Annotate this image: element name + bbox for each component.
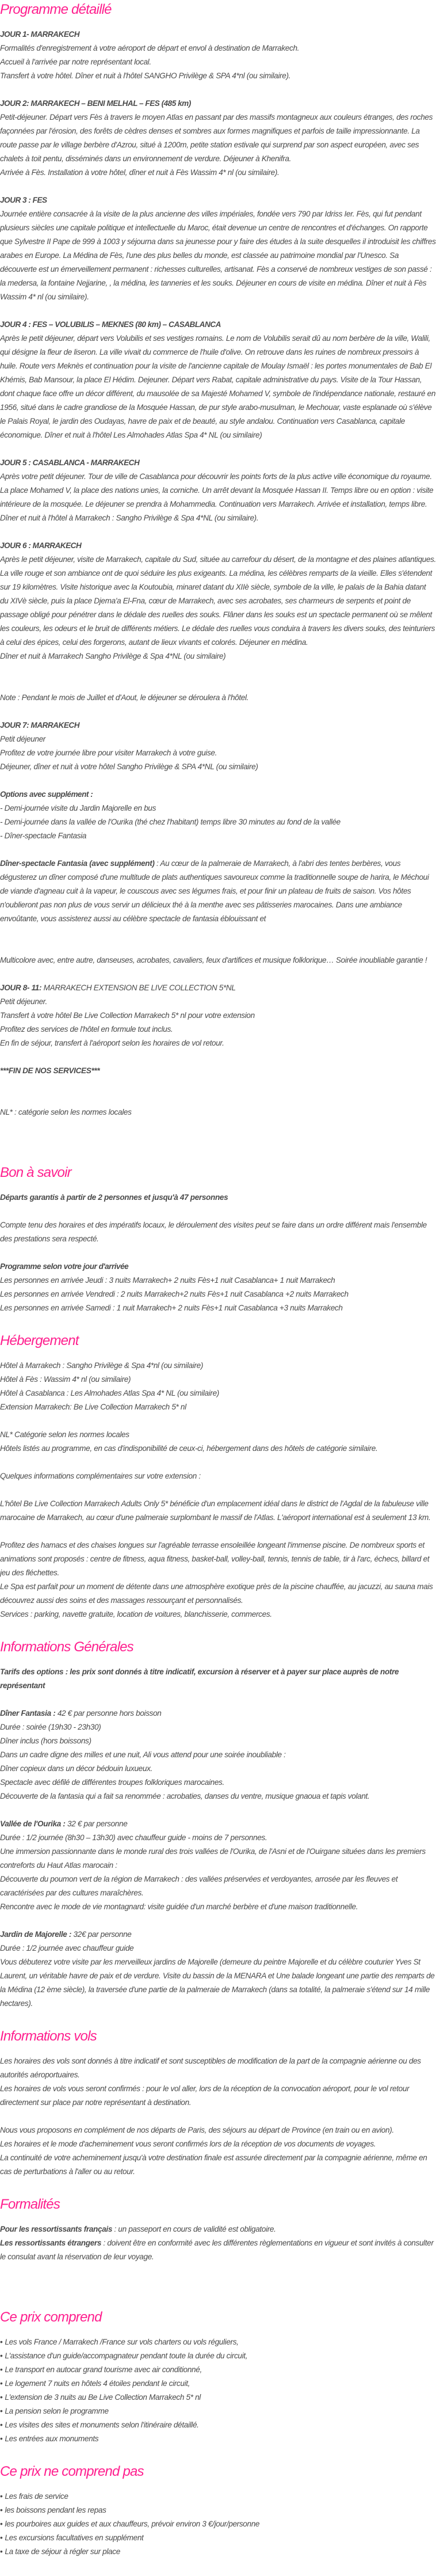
block-heading: Options avec supplément : bbox=[0, 790, 93, 799]
text-line bbox=[0, 55, 436, 69]
text-block bbox=[0, 1105, 436, 1119]
line-text: Les horaires de vols vous seront confirmés : pour le vol aller, lors de la réception de la convocation aéroport, pour le vol retour directement sur place par notre représentant à destination. bbox=[0, 2084, 410, 2107]
bold-label: Dîner Fantasia : bbox=[0, 1709, 56, 1718]
text-line bbox=[0, 760, 436, 774]
section-ce-prix-ne-comprend-pas bbox=[0, 2463, 436, 2559]
text-line bbox=[0, 815, 436, 829]
line-text: : Au cœur de la palmeraie de Marrakech, à l'abri des tentes berbères, vous dégusterez un dîner composé d'une multitude de plats authentiques savoureux comme la traditionnelle soupe de harira, le Méchoui de viande d'agneau cuit à la vapeur, le couscous avec ses légumes frais, et pour finir un plateau de fruits de saison. Vos hôtes n'oublieront pas non plus de vous servir un délicieux thé à la menthe avec ses pâtisseries marocaines. Dans une ambiance envoûtante, vous assisterez aussi au célèbre spectacle de fantasia éblouissant et bbox=[0, 859, 429, 923]
text-line bbox=[0, 1734, 436, 1748]
day-block bbox=[0, 28, 436, 83]
line-text: La continuité de votre acheminement jusqu'à votre destination finale est assurée directement par la compagnie aérienne, même en cas de perturbations à l'aller ou au retour. bbox=[0, 2153, 427, 2176]
day-block bbox=[0, 318, 436, 442]
list-item-text: L'extension de 3 nuits au Be Live Collection Marrakech 5* nl bbox=[5, 2393, 201, 2402]
line-text: Découverte de la fantasia qui a fait sa renommée : acrobaties, danses du ventre, musique gnaoua et tapis volant. bbox=[0, 1792, 370, 1800]
bold-label: Départs garantis à partir de 2 personnes et jusqu'à 47 personnes bbox=[0, 1193, 228, 1202]
line-text: Services : parking, navette gratuite, location de voitures, blanchisserie, commerces. bbox=[0, 1610, 272, 1618]
text-line bbox=[0, 801, 436, 815]
text-line bbox=[0, 1776, 436, 1789]
list-item bbox=[0, 2517, 436, 2531]
line-text: Hôtel à Casablanca : Les Almohades Atlas Spa 4* NL (ou similaire) bbox=[0, 1389, 219, 1397]
list-item bbox=[0, 2503, 436, 2517]
line-text: Transfert à votre hôtel. Dîner et nuit à l'hôtel SANGHO Privilège & SPA 4*nl (ou similaire). bbox=[0, 71, 291, 80]
line-text: Les personnes en arrivée Jeudi : 3 nuits Marrakech+ 2 nuits Fès+1 nuit Casablanca+ 1 nuit Marrakech bbox=[0, 1276, 335, 1285]
text-block bbox=[0, 691, 436, 705]
line-text: Durée : 1/2 journée avec chauffeur guide bbox=[0, 1944, 134, 1952]
text-line bbox=[0, 2123, 436, 2137]
line-text: Rencontre avec le mode de vie montagnard: visite guidée d'un marché berbère et d'une maison traditionnelle. bbox=[0, 1902, 358, 1911]
line-text: 32€ par personne bbox=[71, 1930, 132, 1939]
text-block bbox=[0, 1665, 436, 1693]
list-item-text: les boissons pendant les repas bbox=[5, 2506, 106, 2514]
line-text: - Demi-journée dans la vallée de l'Ourika (thé chez l'habitant) temps libre 30 minutes au fond de la vallée bbox=[0, 818, 341, 826]
text-line bbox=[0, 1287, 436, 1301]
block-heading: JOUR 7: MARRAKECH bbox=[0, 721, 80, 730]
line-text: Multicolore avec, entre autre, danseuses, acrobates, cavaliers, feux d'artifices et musique folklorique… Soirée inoubliable garantie ! bbox=[0, 956, 427, 964]
list-item-text: La pension selon le programme bbox=[5, 2407, 109, 2415]
section-bon-a-savoir bbox=[0, 1164, 436, 1315]
line-text: Après le petit déjeuner, départ vers Volubilis et ses vestiges romains. Le nom de Volubilis serait dû au nom berbère de la ville, Walili, qui désigne la fleur de liseron. La ville vivait du commerce de l'huile d'olive. On retrouve dans les ruines de nombreux pressoirs à huile. Route vers Meknès et continuation pour la visite de l'ancienne capitale de Moulay Ismaël : les portes monumentales de Bab El Khémis, Bab Mansour, la place El Hédim. Dejeuner. Départ vers Rabat, capitale administrative du pays. Visite de la Tour Hassan, dont chaque face offre un décor différent, du mausolée de sa Majesté Mohamed V, symbole de l'indépendance nationale, restauré en 1956, situé dans le cadre grandiose de la Mosquée Hassan, de pur style arabo-musulman, le Mechouar, vaste esplanade où s'élève le Palais Royal, le jardin des Oudayas, havre de paix et de beauté, au style andalou. Continuation vers Casablanca, capitale économique. Dîner et nuit à l'hôtel Les Almohades Atlas Spa 4* NL (ou similaire) bbox=[0, 334, 436, 439]
line-text: Quelques informations complémentaires sur votre extension : bbox=[0, 1472, 201, 1480]
section-informations-generales bbox=[0, 1639, 436, 2011]
line-text: Durée : soirée (19h30 - 23h30) bbox=[0, 1723, 101, 1731]
bold-label: Dîner-spectacle Fantasia (avec supplément) bbox=[0, 859, 155, 868]
line-text: Dans un cadre digne des milles et une nuit, Ali vous attend pour une soirée inoubliable : bbox=[0, 1750, 286, 1759]
text-line bbox=[0, 1720, 436, 1734]
line-text: MARRAKECH EXTENSION BE LIVE COLLECTION 5*NL bbox=[41, 983, 236, 992]
bold-label: Vallée de l'Ourika : bbox=[0, 1819, 66, 1828]
list-item bbox=[0, 2335, 436, 2349]
line-text: 32 € par personne bbox=[65, 1819, 128, 1828]
line-text: L'hôtel Be Live Collection Marrakech Adults Only 5* bénéficie d'un emplacement idéal dans le district de l'Agdal de la fabuleuse ville marocaine de Marrakech, au cœur d'une palmeraie surplombant le massif de l'Atlas. L'aéroport international est à seulement 13 km. bbox=[0, 1499, 431, 1522]
day-block bbox=[0, 193, 436, 304]
text-line bbox=[0, 1497, 436, 1525]
text-line bbox=[0, 111, 436, 166]
list-item-text: Les visites des sites et monuments selon l'itinéraire détaillé. bbox=[5, 2421, 199, 2429]
line-text: NL* : catégorie selon les normes locales bbox=[0, 1108, 132, 1116]
text-line bbox=[0, 1218, 436, 1246]
line-text: Les horaires des vols sont donnés à titre indicatif et sont susceptibles de modification de la part de la compagnie aérienne ou des autorités aéroportuaires. bbox=[0, 2057, 421, 2079]
section-title: Programme détaillé bbox=[0, 2, 112, 17]
day-block bbox=[0, 539, 436, 663]
section-programme-detaille bbox=[0, 1, 436, 1147]
line-text: Dîner inclus (hors boissons) bbox=[0, 1737, 91, 1745]
line-text: Transfert à votre hôtel Be Live Collection Marrakech 5* nl pour votre extension bbox=[0, 1011, 255, 1020]
text-line bbox=[0, 1762, 436, 1776]
block-heading: JOUR 2: MARRAKECH – BENI MELHAL – FES (485 km) bbox=[0, 99, 191, 108]
block-heading: JOUR 1- MARRAKECH bbox=[0, 30, 80, 39]
line-text: Compte tenu des horaires et des impératifs locaux, le déroulement des visites peut se faire dans un ordre différent mais l'ensemble des prestations sera respecté. bbox=[0, 1221, 427, 1243]
list-item bbox=[0, 2490, 436, 2503]
text-line bbox=[0, 332, 436, 442]
text-block bbox=[0, 1428, 436, 1456]
line-text: : un passeport en cours de validité est obligatoire. bbox=[112, 2225, 276, 2233]
bold-label: Les ressortissants étrangers bbox=[0, 2239, 102, 2247]
text-line bbox=[0, 2082, 436, 2110]
spacer bbox=[0, 2278, 436, 2292]
text-line bbox=[0, 1872, 436, 1900]
text-block bbox=[0, 1359, 436, 1414]
text-line bbox=[0, 1469, 436, 1483]
text-block bbox=[0, 1469, 436, 1483]
spacer bbox=[0, 1133, 436, 1147]
text-line bbox=[0, 1009, 436, 1023]
line-text: Les personnes en arrivée Samedi : 1 nuit Marrakech+ 2 nuits Fès+1 nuit Casablanca +3 nuits Marrakech bbox=[0, 1304, 343, 1312]
list-item-text: Les frais de service bbox=[5, 2492, 68, 2501]
text-line bbox=[0, 1064, 436, 1078]
list-item bbox=[0, 2363, 436, 2377]
line-text: Profitez de votre journée libre pour visiter Marrakech à votre guise. bbox=[0, 749, 217, 757]
section-title: Ce prix comprend bbox=[0, 2309, 102, 2325]
block-heading: JOUR 4 : FES – VOLUBILIS – MEKNES (80 km) – CASABLANCA bbox=[0, 320, 221, 329]
text-line bbox=[0, 1608, 436, 1621]
block-heading: JOUR 6 : MARRAKECH bbox=[0, 541, 82, 550]
list-item-text: Le logement 7 nuits en hôtels 4 étoiles pendant le circuit, bbox=[5, 2379, 190, 2388]
spacer bbox=[0, 1092, 436, 1105]
text-line bbox=[0, 732, 436, 746]
day-block bbox=[0, 1260, 436, 1315]
bold-label: Tarifs des options : les prix sont donnés à titre indicatif, excursion à réserver et à payer sur place auprès de notre représentant bbox=[0, 1667, 399, 1690]
text-line bbox=[0, 1386, 436, 1400]
line-text: Petit déjeuner. bbox=[0, 997, 47, 1006]
line-text: Hôtel à Fès : Wassim 4* nl (ou similaire) bbox=[0, 1375, 131, 1384]
section-title: Formalités bbox=[0, 2197, 60, 2212]
line-text: Arrivée à Fès. Installation à votre hôtel, dîner et nuit à Fès Wassim 4* nl (ou similaire). bbox=[0, 168, 280, 177]
day-block bbox=[0, 456, 436, 525]
section-title: Ce prix ne comprend pas bbox=[0, 2464, 144, 2479]
list-item-text: les pourboires aux guides et aux chauffeurs, prévoir environ 3 €/jour/personne bbox=[5, 2520, 260, 2528]
text-line bbox=[0, 1191, 436, 1205]
line-text: : doivent être en conformité avec les différentes règlementations en vigueur et sont invités à consulter le consulat avant la réservation de leur voyage. bbox=[0, 2239, 434, 2261]
text-line bbox=[0, 470, 436, 525]
text-line bbox=[0, 69, 436, 83]
text-line bbox=[0, 1301, 436, 1315]
line-text: Nous vous proposons en complément de nos départs de Paris, des séjours au départ de Province (en train ou en avion). bbox=[0, 2126, 394, 2134]
line-text: 42 € par personne hors boisson bbox=[55, 1709, 162, 1718]
text-line bbox=[0, 746, 436, 760]
line-text: Note : Pendant le mois de Juillet et d'Aout, le déjeuner se déroulera à l'hôtel. bbox=[0, 693, 249, 702]
list-item-text: La taxe de séjour à régler sur place bbox=[5, 2547, 120, 2556]
text-line bbox=[0, 41, 436, 55]
line-text: Déjeuner, dîner et nuit à votre hôtel Sangho Privilège & SPA 4*NL (ou similaire) bbox=[0, 762, 258, 771]
line-text: Les personnes en arrivée Vendredi : 2 nuits Marrakech+2 nuits Fès+1 nuit Casablanca +2 nuits Marrakech bbox=[0, 1290, 349, 1298]
spacer bbox=[0, 940, 436, 953]
text-line bbox=[0, 995, 436, 1009]
list-item-text: L'assistance d'un guide/accompagnateur pendant toute la durée du circuit, bbox=[5, 2351, 248, 2360]
text-line bbox=[0, 2137, 436, 2151]
bullet-list bbox=[0, 2335, 436, 2446]
text-line bbox=[0, 1831, 436, 1845]
line-text: Hôtels listés au programme, en cas d'indisponibilité de ceux-ci, hébergement dans des hôtels de catégorie similaire. bbox=[0, 1444, 378, 1453]
section-ce-prix-comprend bbox=[0, 2309, 436, 2446]
line-text: Après votre petit déjeuner. Tour de ville de Casablanca pour découvrir les points forts de la plus active ville économique du royaume. La place Mohamed V, la place des nations unies, la corniche. Un arrêt devant la Mosquée Hassan II. Temps libre ou en option : visite intérieure de la mosquée. Le déjeuner se prendra à Mohammedia. Continuation vers Marrakech. Arrivée et installation, temps libre. Dîner et nuit à l'hôtel à Marrakech : Sangho Privilège & Spa 4*NL (ou similaire). bbox=[0, 472, 434, 522]
text-block bbox=[0, 953, 436, 967]
text-line bbox=[0, 1105, 436, 1119]
line-text: Dîner copieux dans un décor bédouin luxueux. bbox=[0, 1764, 152, 1773]
text-line bbox=[0, 2236, 436, 2264]
text-line bbox=[0, 1428, 436, 1442]
text-line bbox=[0, 981, 436, 995]
text-line bbox=[0, 1036, 436, 1050]
line-text: Durée : 1/2 journée (8h30 – 13h30) avec chauffeur guide - moins de 7 personnes. bbox=[0, 1833, 267, 1842]
text-line bbox=[0, 649, 436, 663]
text-block bbox=[0, 1538, 436, 1621]
line-text: Accueil à l'arrivée par notre représentant local. bbox=[0, 58, 151, 66]
text-block bbox=[0, 2123, 436, 2179]
text-line bbox=[0, 1817, 436, 1831]
list-item bbox=[0, 2531, 436, 2545]
text-line bbox=[0, 1707, 436, 1720]
text-block bbox=[0, 857, 436, 926]
section-title: Informations vols bbox=[0, 2028, 97, 2044]
text-line bbox=[0, 1928, 436, 1942]
text-line bbox=[0, 1665, 436, 1693]
text-block bbox=[0, 1191, 436, 1205]
list-item bbox=[0, 2349, 436, 2363]
spacer bbox=[0, 677, 436, 691]
list-item bbox=[0, 2391, 436, 2404]
list-item-text: Les entrées aux monuments bbox=[5, 2434, 99, 2443]
text-line bbox=[0, 2054, 436, 2082]
text-line bbox=[0, 1400, 436, 1414]
section-title: Informations Générales bbox=[0, 1639, 133, 1655]
line-text: Découverte du poumon vert de la région de Marrakech : des vallées préservées et verdoyantes, arrosée par les fleuves et caractérisées par des cultures maraîchères. bbox=[0, 1875, 398, 1897]
list-item bbox=[0, 2545, 436, 2559]
text-line bbox=[0, 953, 436, 967]
line-text: Journée entière consacrée à la visite de la plus ancienne des villes impériales, fondée vers 790 par Idriss Ier. Fès, qui fut pendant plusieurs siècles une capitale politique et intellectuelle du Maroc, était devenue un centre de rencontres et d'échanges. On rapporte que Sylvestre II Pape de 999 à 1003 y séjourna dans sa jeunesse pour y faire des études à la suite desquelles il introduisit les chiffres arabes en Europe. La Médina de Fès, l'une des plus belles du monde, est classée au patrimoine mondial par l'Unesco. Sa découverte est un émerveillement permanent : richesses culturelles, artisanat. Fès a conservé de nombreux vestiges de son passé : la medersa, la fontaine Nejjarine, , la médina, les tanneries et les souks. Déjeuner en cours de visite en médina. Dîner et nuit à Fès Wassim 4* nl (ou similaire). bbox=[0, 210, 436, 301]
text-block bbox=[0, 981, 436, 1050]
block-heading: Programme selon votre jour d'arrivée bbox=[0, 1262, 129, 1271]
line-text: Vous débuterez votre visite par les merveilleux jardins de Majorelle (demeure du peintre Majorelle et du célèbre couturier Yves St Laurent, un véritable havre de paix et de verdure. Visite du bassin de la MENARA et Une balade longeant une partie des remparts de la Médina (12 ème siècle), la traversée d'une partie de la palmeraie de Marrakech (dans sa totalité, la palmeraie s'étend sur 14 mille hectares). bbox=[0, 1958, 435, 2008]
text-block bbox=[0, 1497, 436, 1525]
line-text: Après le petit déjeuner, visite de Marrakech, capitale du Sud, située au carrefour du désert, de la montagne et des plaines atlantiques. La ville rouge et son ambiance ont de quoi séduire les plus exigeants. La médina, les célèbres remparts de la vieille. Elles s'étendent sur 19 kilomètres. Visite historique avec la Koutoubia, minaret datant du XIIè siècle, symbole de la ville, le palais de la Bahia datant du XIVè siècle, puis la place Djema'a El-Fna, cœur de Marrakech, avec ses acrobates, ses charmeurs de serpents et point de passage obligé pour pénétrer dans le dédale des ruelles des souks. Flâner dans les souks est un spectacle permanent où se mêlent les couleurs, les odeurs et le bruit de différents métiers. Le dédale des ruelles vous conduira à travers les divers souks, des teinturiers à celui des épices, celui des forgerons, autant de lieux vivants et colorés. Déjeuner en médina. bbox=[0, 555, 436, 647]
text-line bbox=[0, 1023, 436, 1036]
text-line bbox=[0, 1900, 436, 1914]
text-line bbox=[0, 207, 436, 304]
block-heading: JOUR 3 : FES bbox=[0, 196, 47, 204]
text-line bbox=[0, 1538, 436, 1580]
day-block bbox=[0, 719, 436, 774]
text-block bbox=[0, 1707, 436, 1803]
text-line bbox=[0, 2151, 436, 2179]
list-item bbox=[0, 2418, 436, 2432]
text-block bbox=[0, 1218, 436, 1246]
section-formalites bbox=[0, 2196, 436, 2292]
bold-label: ***FIN DE NOS SERVICES*** bbox=[0, 1066, 100, 1075]
day-block bbox=[0, 788, 436, 843]
text-line bbox=[0, 1373, 436, 1386]
text-line bbox=[0, 857, 436, 926]
line-text: Spectacle avec défilé de différentes troupes folkloriques marocaines. bbox=[0, 1778, 224, 1787]
list-item-text: Le transport en autocar grand tourisme avec air conditionné, bbox=[5, 2365, 202, 2374]
text-line bbox=[0, 553, 436, 649]
section-informations-vols bbox=[0, 2028, 436, 2179]
line-text: En fin de séjour, transfert à l'aéroport selon les horaires de vol retour. bbox=[0, 1039, 224, 1047]
line-text: Les horaires et le mode d'acheminement vous seront confirmés lors de la réception de vos documents de voyages. bbox=[0, 2140, 376, 2148]
list-item bbox=[0, 2377, 436, 2391]
text-line bbox=[0, 2222, 436, 2236]
section-title: Hébergement bbox=[0, 1333, 79, 1348]
text-line bbox=[0, 1442, 436, 1456]
text-block bbox=[0, 2222, 436, 2264]
list-item-text: Les vols France / Marrakech /France sur vols charters ou vols réguliers, bbox=[5, 2338, 239, 2346]
line-text: Profitez des services de l'hôtel en formule tout inclus. bbox=[0, 1025, 173, 1034]
text-line bbox=[0, 1955, 436, 2011]
block-heading: JOUR 5 : CASABLANCA - MARRAKECH bbox=[0, 458, 140, 467]
text-line bbox=[0, 1359, 436, 1373]
line-text: NL* Catégorie selon les normes locales bbox=[0, 1430, 129, 1439]
bold-label: Pour les ressortissants français bbox=[0, 2225, 113, 2233]
line-text: Petit-déjeuner. Départ vers Fès à travers le moyen Atlas en passant par des massifs montagneux aux couleurs étranges, des roches façonnées par l'érosion, des forêts de cèdres denses et sombres aux formes magnifiques et parfois de taille impressionnante. La route passe par le village berbère d'Azrou, situé à 1200m, petite station estivale qui surprend par son aspect européen, avec ses chalets à toit pentu, disséminés dans un environnement de verdure. Déjeuner à Khenifra. bbox=[0, 113, 433, 163]
line-text: Le Spa est parfait pour un moment de détente dans une atmosphère exotique près de la piscine chauffée, au jacuzzi, au sauna mais découvrez aussi des soins et des massages ressourçant et personnalisés. bbox=[0, 1582, 433, 1605]
text-line bbox=[0, 1942, 436, 1955]
section-title: Bon à savoir bbox=[0, 1165, 71, 1180]
bold-label: Jardin de Majorelle : bbox=[0, 1930, 72, 1939]
text-block bbox=[0, 1064, 436, 1078]
text-block bbox=[0, 1928, 436, 2011]
text-block bbox=[0, 2054, 436, 2110]
text-line bbox=[0, 166, 436, 180]
line-text: Petit déjeuner bbox=[0, 735, 45, 743]
list-item bbox=[0, 2432, 436, 2446]
line-text: Une immersion passionnante dans le monde rural des trois vallées de l'Ourika, de l'Asni et de l'Ouirgane situées dans les premiers contreforts du Haut Atlas marocain : bbox=[0, 1847, 426, 1870]
list-item bbox=[0, 2404, 436, 2418]
bullet-list bbox=[0, 2490, 436, 2559]
line-text: Dîner et nuit à Marrakech Sangho Privilège & Spa 4*NL (ou similaire) bbox=[0, 652, 226, 660]
text-line bbox=[0, 691, 436, 705]
text-block bbox=[0, 1817, 436, 1914]
text-line bbox=[0, 1845, 436, 1872]
text-line bbox=[0, 1748, 436, 1762]
line-text: - Demi-journée visite du Jardin Majorelle en bus bbox=[0, 804, 156, 812]
text-line bbox=[0, 1274, 436, 1287]
line-text: Formalités d'enregistrement à votre aéroport de départ et envol à destination de Marrakech. bbox=[0, 44, 300, 52]
line-text: Extension Marrakech: Be Live Collection Marrakech 5* nl bbox=[0, 1403, 186, 1411]
list-item-text: Les excursions facultatives en supplément bbox=[5, 2533, 144, 2542]
line-text: Hôtel à Marrakech : Sangho Privilège & Spa 4*nl (ou similaire) bbox=[0, 1361, 204, 1370]
bold-label: JOUR 8- 11: bbox=[0, 983, 42, 992]
text-line bbox=[0, 829, 436, 843]
day-block bbox=[0, 97, 436, 180]
line-text: Profitez des hamacs et des chaises longues sur l'agréable terrasse ensoleillée longeant l'immense piscine. De nombreux sports et animations sont proposés : centre de fitness, aqua fitness, basket-ball, volley-ball, tennis, tennis de table, tir à l'arc, échecs, billard et jeu des fléchettes. bbox=[0, 1541, 430, 1577]
text-line bbox=[0, 1789, 436, 1803]
text-line bbox=[0, 1580, 436, 1608]
line-text: - Dîner-spectacle Fantasia bbox=[0, 831, 87, 840]
section-hebergement bbox=[0, 1332, 436, 1621]
